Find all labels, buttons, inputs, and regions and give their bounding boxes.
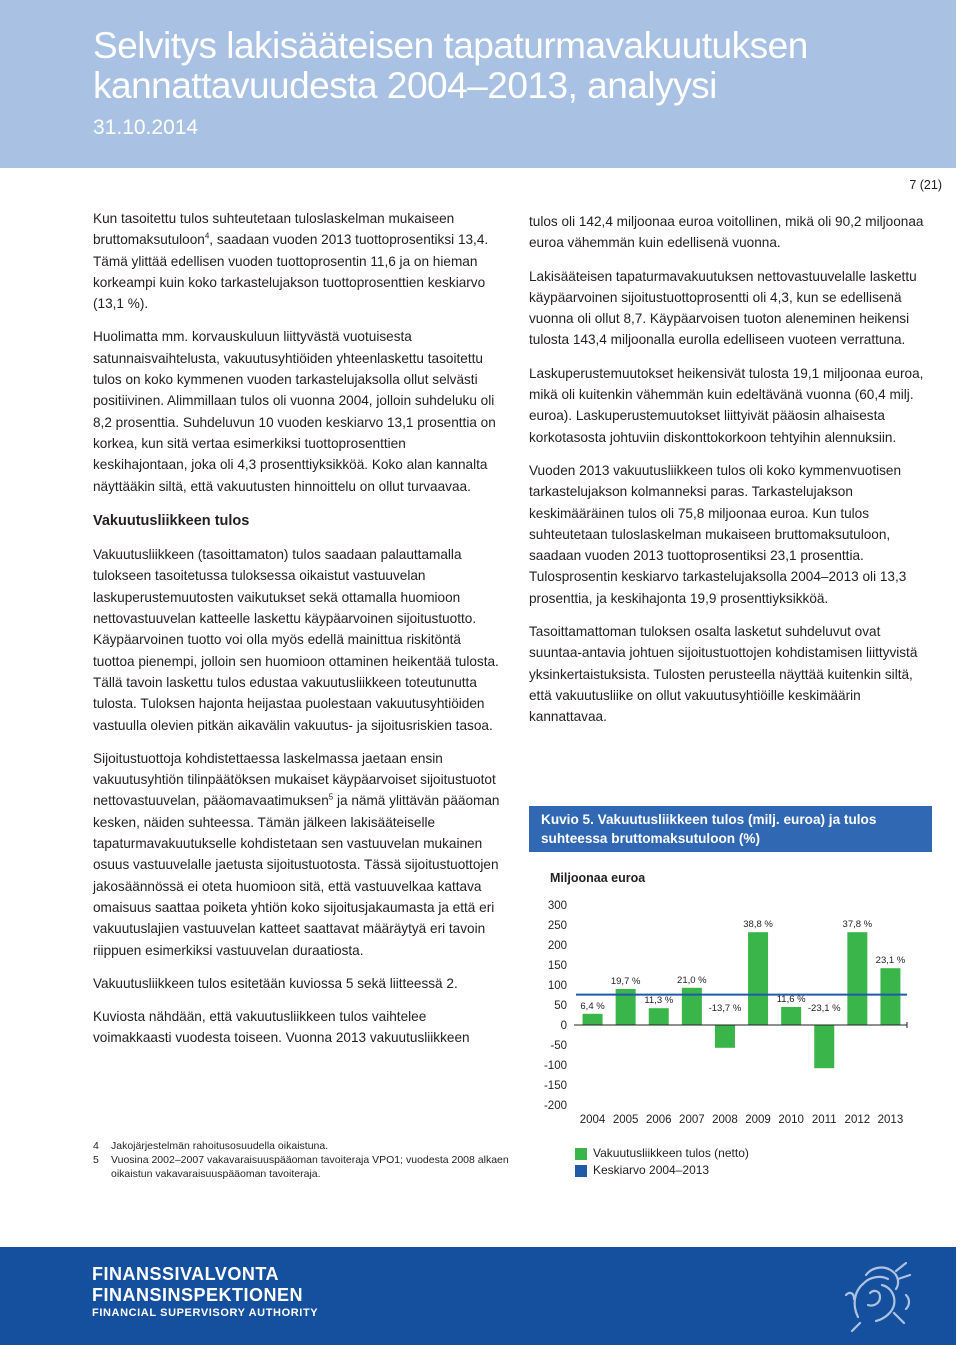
data-label: 19,7 % [610, 976, 641, 987]
data-label: 21,0 % [677, 974, 707, 986]
y-tick-label: -100 [543, 1060, 567, 1072]
paragraph: Vakuutusliikkeen tulos esitetään kuviossa 5 sekä liitteessä 2. [93, 975, 458, 991]
y-tick-label: 0 [560, 1020, 567, 1032]
paragraph: Kuviosta nähdään, että vakuutusliikkeen tulos vaihtelee voimakkaasti vuodesta toiseen. Vuonna 2013 vakuutusliikkeen [93, 1009, 470, 1046]
bar [847, 932, 867, 1025]
left-column [93, 208, 501, 1061]
data-label: 11,6 % [776, 994, 806, 1005]
paragraph: Vakuutusliikkeen (tasoittamaton) tulos saadaan palauttamalla tulokseen tasoitetussa tuloksessa oikaistut vastuuvelan laskuperustemuutosten vaikutukset sekä ottamalla huomioon nettovastuuvelan katteelle laskettu käypäarvoinen sijoitustuotto. Käypäarvoinen tuotto voi olla myös edellä mainittua riskitöntä tuottoa pienempi, jolloin sen huomioon ottaminen heikentää tulosta. Tällä tavoin laskettu tulos edustaa vakuutusliikkeen toteutunutta tulosta. Tuloksen hajonta heijastaa puolestaan vakuutusyhtiöiden vastuulla olevien pitkän aikavälin vakuutus- ja sijoitusriskien tasoa. [93, 547, 499, 733]
x-tick-label: 2005 [612, 1114, 639, 1126]
legend-item-bars: Vakuutusliikkeen tulos (netto) [575, 1145, 749, 1162]
paragraph: Lakisääteisen tapaturmavakuutuksen nettovastuuvelalle laskettu käypäarvoinen sijoitustuottoprosentti oli 4,3, kun se edellisenä vuonna oli ollut 8,7. Käypäarvoisen tuoton aleneminen heikensi tulosta 143,4 miljoonalla eurolla edelliseen vuoteen verrattuna. [529, 268, 917, 348]
x-tick-label: 2006 [645, 1114, 672, 1126]
x-tick-label: 2009 [745, 1114, 771, 1126]
x-tick-label: 2012 [844, 1114, 871, 1126]
y-tick-label: 50 [554, 1000, 567, 1012]
paragraph: Vuoden 2013 vakuutusliikkeen tulos oli koko kymmenvuotisen tarkastelujakson kolmanneksi paras. Tarkastelujakson keskimääräinen tulos oli 75,8 miljoonaa euroa. Kun tulos suhteutetaan tuloslaskelman mukaiseen bruttomaksutuloon, saadaan vuoden 2013 tuottoprosentiksi 23,1 prosenttia. Tulosprosentin keskiarvo tarkastelujaksolla 2004–2013 oli 13,3 prosenttia, ja keskihajonta 19,9 prosenttiyksikköä. [529, 462, 907, 606]
data-label: 11,3 % [644, 995, 674, 1007]
paragraph: Laskuperustemuutokset heikensivät tulosta 19,1 miljoonaa euroa, mikä oli kuitenkin vähemmän kuin edeltävänä vuonna (60,4 milj. euroa). Laskuperustemuutokset liittyivät pääosin alhaisesta korkotasosta johtuviin diskonttokorkoon tehtyihin alennuksiin. [529, 365, 924, 445]
y-tick-label: 300 [547, 900, 567, 912]
y-axis-title: Miljoonaa euroa [550, 871, 646, 885]
bar [649, 1008, 669, 1025]
bar [781, 1007, 801, 1025]
page-number: 7 (21) [909, 178, 942, 192]
section-heading: Vakuutusliikkeen tulos [93, 512, 250, 529]
y-tick-label: -150 [543, 1080, 567, 1092]
chart-legend [575, 1145, 749, 1179]
data-label: 6,4 % [580, 1000, 605, 1012]
bar [748, 932, 768, 1025]
x-tick-label: 2013 [877, 1114, 904, 1126]
footnote: 4 Jakojärjestelmän rahoitusosuudella oikaistuna. [93, 1140, 329, 1152]
data-label: 38,8 % [743, 919, 773, 931]
footnote-ref[interactable]: 5 [328, 792, 334, 802]
paragraph: Tasoittamattoman tuloksen osalta lasketut suhdeluvut ovat suuntaa-antavia johtuen sijoitustuottojen kohdistamisen liittyvistä yksinkertaistuksista. Tulosten perusteella näyttää kuitenkin siltä, että vakuutusliike on ollut vakuutusyhtiöille keskimäärin kannattavaa. [529, 624, 918, 725]
y-tick-label: 100 [547, 980, 567, 992]
data-label: -23,1 % [807, 1003, 841, 1014]
x-tick-label: 2008 [712, 1114, 738, 1126]
paragraph: tulos oli 142,4 miljoonaa euroa voitollinen, mikä oli 90,2 miljoonaa euroa vähemmän kuin edellisenä vuonna. [529, 214, 924, 251]
legend-item-average: Keskiarvo 2004–2013 [575, 1162, 749, 1179]
bar [880, 968, 900, 1025]
right-column [529, 211, 934, 740]
footnotes [93, 1139, 513, 1181]
data-label: -13,7 % [708, 1003, 742, 1014]
paragraph: Kun tasoitettu tulos suhteutetaan tuloslaskelman mukaiseen bruttomaksutuloon$^4$, saadaan vuoden 2013 tuottoprosentiksi 13,4. Tämä ylittää edellisen vuoden tuottoprosentin 11,6 ja on hieman korkeampi kuin koko tarkastelujakson tuottoprosenttien keskiarvo (13,1 %). [93, 211, 489, 312]
lion-emblem-icon [836, 1255, 920, 1339]
x-tick-label: 2007 [679, 1114, 705, 1126]
y-tick-label: -50 [550, 1040, 567, 1052]
x-tick-label: 2004 [579, 1114, 606, 1126]
y-tick-label: 150 [547, 960, 567, 972]
bar-chart [529, 860, 929, 1140]
legend-swatch-green [575, 1148, 587, 1160]
x-tick-label: 2010 [778, 1114, 804, 1126]
data-label: 23,1 % [875, 955, 906, 967]
bar [682, 988, 702, 1025]
bar [715, 1025, 735, 1048]
bar [583, 1014, 603, 1025]
chart-title: Kuvio 5. Vakuutusliikkeen tulos (milj. euroa) ja tulos suhteessa bruttomaksutuloon (%) [529, 806, 932, 852]
legend-swatch-blue [575, 1165, 587, 1177]
y-tick-label: 250 [547, 920, 567, 932]
footnote: 5 Vuosina 2002–2007 vakavaraisuuspääoman tavoiteraja VPO1; vuodesta 2008 alkaen oikaistun vakavaraisuuspääoman tavoiteraja. [93, 1154, 509, 1180]
data-label: 37,8 % [842, 919, 873, 931]
y-tick-label: -200 [543, 1100, 567, 1112]
page-header [0, 0, 956, 168]
page-footer [0, 1247, 956, 1345]
paragraph: Sijoitustuottoja kohdistettaessa laskelmassa jaetaan ensin vakuutusyhtiön tilinpäätöksen mukaiset käypäarvoiset sijoitustuotot nettovastuuvelan, pääomavaatimuksen$^5$ ja nämä ylittävän pääoman kesken, näiden suhteessa. Tämän jälkeen lakisääteiselle tapaturmavakuutukselle kohdistetaan sen vastuuvelan mukainen osuus vastuuvelalle jaetusta sijoitustuotosta. Tässä sijoitustuottojen jakosäännössä ei oteta huomioon sitä, että vastuuvelkaa kattava omaisuus saattaa poiketa yhtiön koko sijoitusjakaumasta ja että eri vakuutuslajien vastuuvelan katteet saattavat määräytyä eri tavoin riippuen esimerkiksi vastuuvelan duraatiosta. [93, 750, 500, 958]
y-tick-label: 200 [547, 940, 567, 952]
document-date: 31.10.2014 [93, 116, 199, 139]
document-title: Selvitys lakisääteisen tapaturmavakuutuksen kannattavuudesta 2004–2013, analyysi [93, 25, 808, 106]
paragraph: Huolimatta mm. korvauskuluun liittyvästä vuotuisesta satunnaisvaihtelusta, vakuutusyhtiöiden yhteenlaskettu tasoitettu tulos on koko kymmenen vuoden tarkastelujaksolla ollut selvästi positiivinen. Alimmillaan tulos oli vuonna 2004, jolloin suhdeluku oli 8,2 prosenttia. Suhdeluvun 10 vuoden keskiarvo 13,1 prosenttia on korkea, kun sitä vertaa esimerkiksi tuottoprosenttien keskihajontaan, joka oli 4,3 prosenttiyksikköä. Koko alan kannalta näyttääkin siltä, että vakuutusten hinnoittelu on ollut turvaavaa. [93, 329, 496, 494]
x-tick-label: 2011 [811, 1114, 837, 1126]
footnote-ref[interactable]: 4 [204, 231, 210, 241]
brand-logo: FINANSSIVALVONTA FINANSINSPEKTIONEN FINANCIAL SUPERVISORY AUTHORITY [92, 1264, 319, 1319]
bar [814, 1025, 834, 1068]
